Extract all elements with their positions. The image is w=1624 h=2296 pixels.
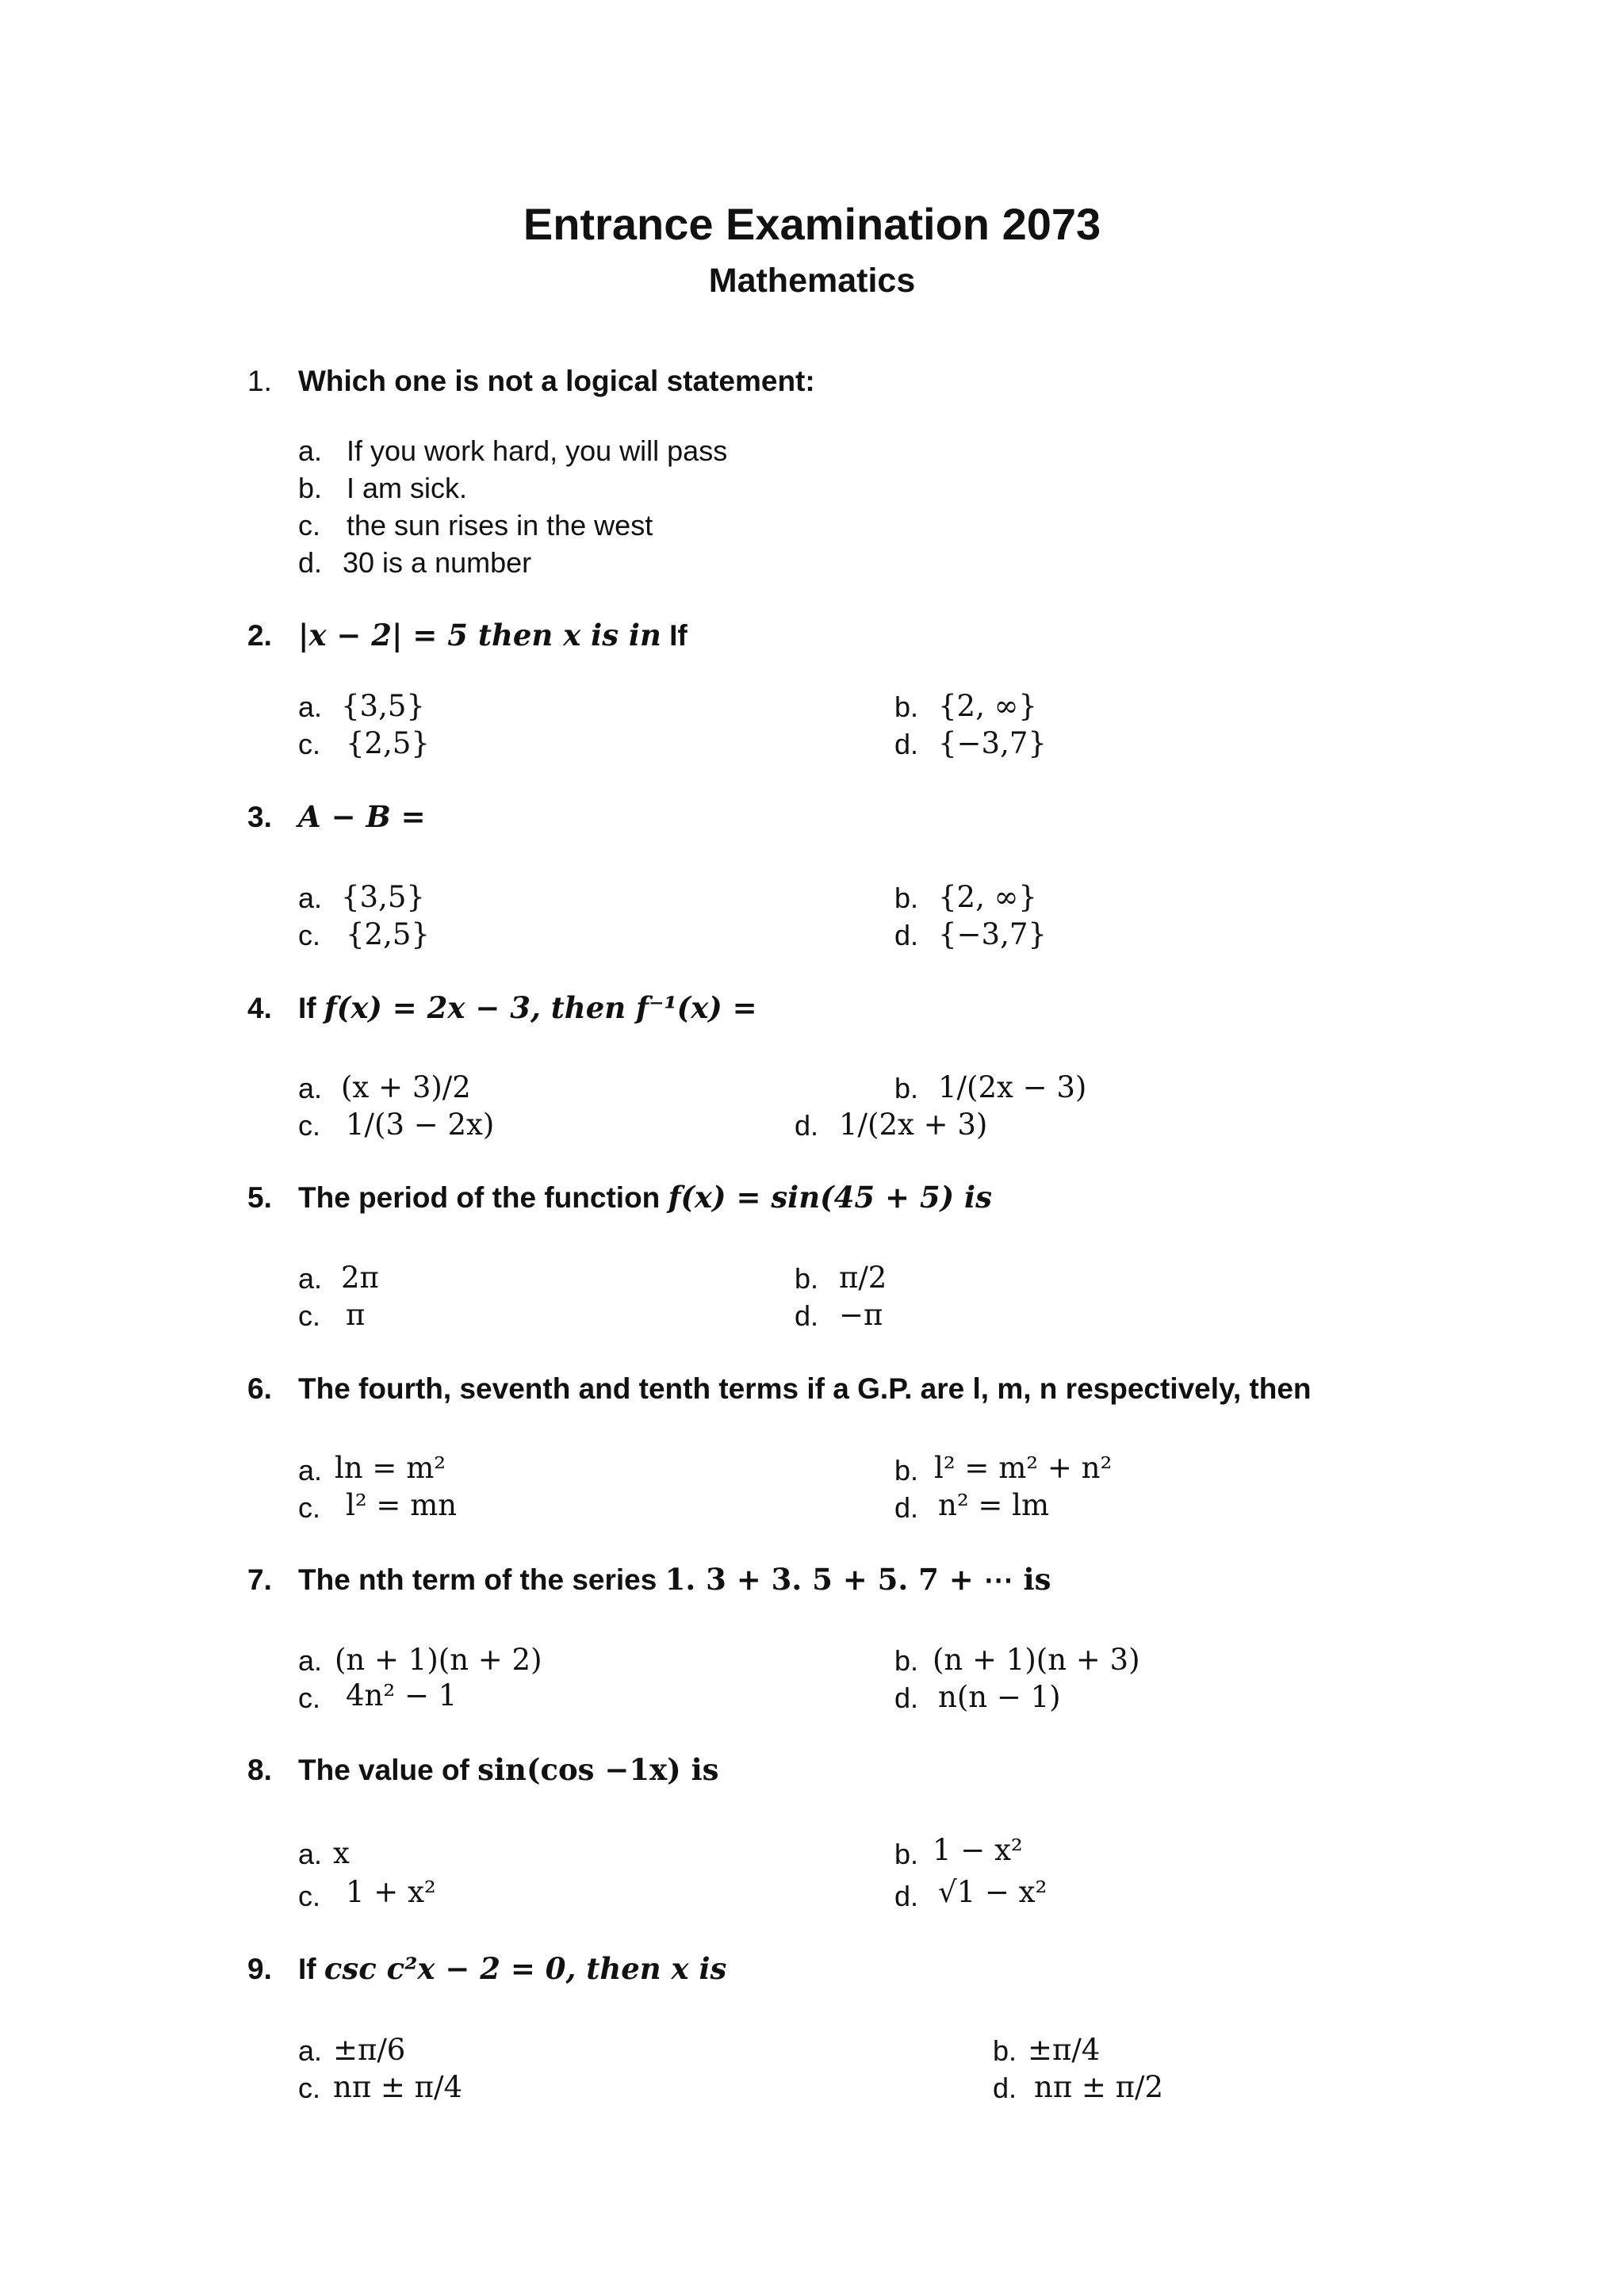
option-text: the sun rises in the west: [347, 509, 653, 541]
option-text: {−3,7}: [938, 917, 1047, 951]
option-text: ±π/6: [333, 2033, 406, 2067]
option-letter: c.: [298, 509, 321, 541]
question-number: 9.: [247, 1953, 272, 1985]
option-letter: a.: [298, 691, 323, 723]
question-text: [298, 618, 688, 652]
question-prefix: If: [298, 1953, 324, 1985]
option-text: {2, ∞}: [938, 689, 1037, 723]
option-text: √1 − x²: [938, 1875, 1048, 1909]
option-letter: c.: [298, 1109, 321, 1142]
option-text: (n + 1)(n + 3): [933, 1643, 1140, 1677]
question-number: 6.: [247, 1372, 272, 1405]
option-letter: a.: [298, 1644, 323, 1677]
option-text: nπ ± π/2: [1034, 2070, 1163, 2104]
option-text: {3,5}: [341, 689, 425, 723]
question-text: [298, 1180, 992, 1215]
option-text: x: [333, 1836, 350, 1870]
question-prefix: If: [298, 992, 324, 1024]
option-letter: b.: [298, 472, 323, 504]
option-text: 2π: [341, 1261, 379, 1295]
option-text: n(n − 1): [938, 1680, 1061, 1714]
question-math: f(x) = 2x − 3, then f⁻¹(x) =: [324, 990, 757, 1025]
option-letter: c.: [298, 1880, 321, 1912]
option-text: 1/(2x − 3): [938, 1070, 1087, 1104]
question-math: csc c²x − 2 = 0, then x is: [324, 1951, 727, 1986]
question-math: sin(cos −1x) is: [477, 1752, 719, 1787]
option-letter: d.: [894, 1880, 919, 1912]
option-letter: a.: [298, 434, 323, 467]
question-text: [298, 799, 426, 834]
option-letter: b.: [993, 2034, 1017, 2067]
option-text: l² = mn: [346, 1488, 458, 1522]
question-number: 2.: [247, 619, 272, 652]
option-letter: d.: [894, 728, 919, 760]
option-letter: d.: [795, 1299, 819, 1332]
option-text: π: [346, 1298, 366, 1332]
question-number: 7.: [247, 1563, 272, 1596]
option-letter: a.: [298, 2034, 323, 2067]
option-letter: a.: [298, 1262, 323, 1295]
option-text: {2,5}: [346, 917, 430, 951]
option-letter: a.: [298, 1454, 323, 1487]
question-number: 3.: [247, 801, 272, 833]
question-number: 4.: [247, 992, 272, 1024]
question-math: A − B =: [298, 799, 426, 834]
option-letter: d.: [894, 919, 919, 951]
option-text: ±π/4: [1028, 2033, 1101, 2067]
option-letter: b.: [894, 1072, 919, 1104]
option-text: 30 is a number: [343, 546, 532, 579]
option-letter: d.: [894, 1682, 919, 1714]
question-text: [298, 1951, 726, 1986]
option-text: {−3,7}: [938, 726, 1047, 760]
option-letter: a.: [298, 1838, 323, 1870]
option-text: 1/(2x + 3): [839, 1108, 988, 1142]
question-number: 5.: [247, 1181, 272, 1214]
question-number: 8.: [247, 1754, 272, 1786]
option-letter: c.: [298, 1682, 321, 1714]
option-text: If you work hard, you will pass: [347, 434, 728, 467]
question-math: |x − 2| = 5 then x is in: [298, 618, 661, 652]
option-letter: b.: [894, 882, 919, 914]
option-text: π/2: [839, 1261, 887, 1295]
question-text: [298, 1562, 1051, 1597]
option-letter: b.: [894, 691, 919, 723]
option-letter: d.: [894, 1491, 919, 1524]
option-letter: a.: [298, 1072, 323, 1104]
option-text: l² = m² + n²: [934, 1451, 1113, 1485]
option-letter: c.: [298, 2072, 321, 2104]
option-letter: d.: [298, 546, 323, 579]
option-letter: c.: [298, 1299, 321, 1332]
option-text: n² = lm: [938, 1488, 1050, 1522]
option-text: nπ ± π/4: [333, 2070, 462, 2104]
question-math: f(x) = sin(45 + 5) is: [668, 1180, 992, 1215]
option-text: 1 + x²: [346, 1875, 436, 1909]
page-title: Entrance Examination 2073: [523, 199, 1101, 249]
question-math: 1. 3 + 3. 5 + 5. 7 + ⋯ is: [665, 1562, 1051, 1597]
option-text: (x + 3)/2: [341, 1070, 471, 1104]
option-letter: d.: [795, 1109, 819, 1142]
option-text: 1 − x²: [933, 1833, 1023, 1867]
option-text: (n + 1)(n + 2): [335, 1643, 542, 1677]
option-letter: c.: [298, 728, 321, 760]
option-letter: b.: [894, 1838, 919, 1870]
option-letter: b.: [894, 1454, 919, 1487]
option-text: {2,5}: [346, 726, 430, 760]
option-letter: b.: [894, 1644, 919, 1677]
option-letter: c.: [298, 919, 321, 951]
question-text: [298, 1752, 718, 1787]
question-prefix: The period of the function: [298, 1181, 668, 1214]
option-text: 4n² − 1: [346, 1678, 458, 1712]
page-subtitle: Mathematics: [708, 262, 916, 300]
question-text: The fourth, seventh and tenth terms if a G.P. are l, m, n respectively, then: [298, 1372, 1312, 1405]
question-text: Which one is not a logical statement:: [298, 365, 815, 397]
option-text: I am sick.: [347, 472, 468, 504]
option-text: 1/(3 − 2x): [346, 1108, 495, 1142]
question-prefix: The value of: [298, 1754, 478, 1786]
option-letter: b.: [795, 1262, 819, 1295]
question-tail: If: [661, 619, 688, 652]
option-letter: d.: [993, 2072, 1017, 2104]
question-prefix: The nth term of the series: [298, 1563, 665, 1596]
option-text: {3,5}: [341, 880, 425, 914]
option-text: ln = m²: [335, 1451, 446, 1485]
option-letter: c.: [298, 1491, 321, 1524]
option-text: {2, ∞}: [938, 880, 1037, 914]
option-letter: a.: [298, 882, 323, 914]
question-number: 1.: [247, 365, 272, 397]
option-text: −π: [839, 1298, 883, 1332]
question-text: [298, 990, 757, 1025]
